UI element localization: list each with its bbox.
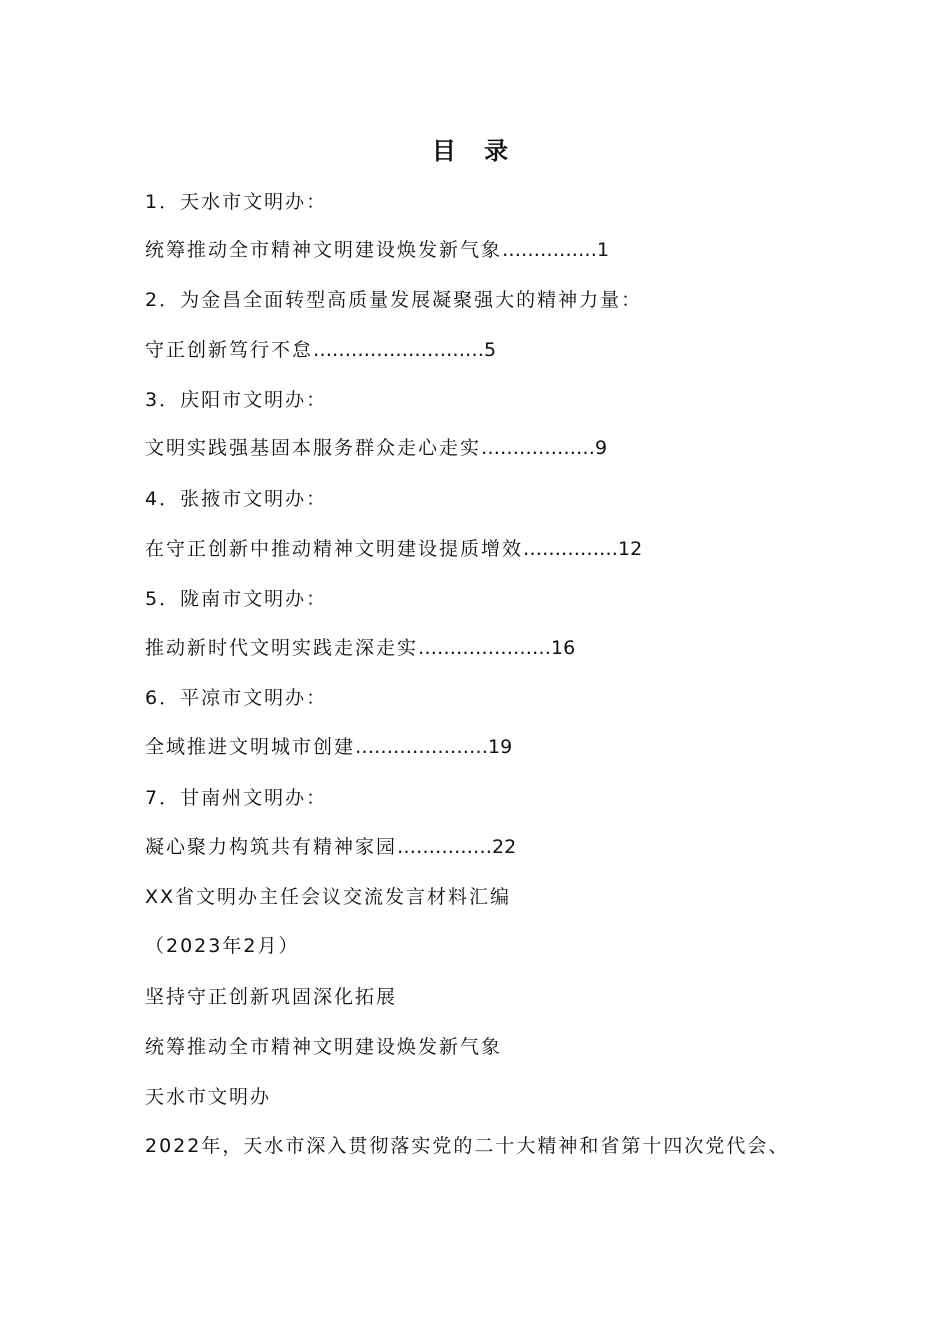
toc-subtitle-5: 推动新时代文明实践走深走实	[145, 637, 419, 659]
toc-entry-4[interactable]	[145, 535, 642, 563]
toc-title: 目 录	[431, 137, 519, 165]
collection-title: XX省文明办主任会议交流发言材料汇编	[145, 886, 512, 908]
toc-leader-5: …………………	[418, 637, 552, 659]
toc-heading-7: 7．甘南州文明办：	[145, 787, 328, 809]
toc-entry-7[interactable]	[145, 833, 516, 861]
toc-heading-1: 1．天水市文明办：	[145, 191, 328, 213]
toc-entry-2[interactable]	[145, 336, 496, 364]
toc-entry-3[interactable]	[145, 434, 607, 462]
article-title: 统筹推动全市精神文明建设焕发新气象	[145, 1036, 503, 1058]
toc-heading-6: 6．平凉市文明办：	[145, 687, 328, 709]
toc-subtitle-4: 在守正创新中推动精神文明建设提质增效	[145, 538, 524, 560]
toc-subtitle-1: 统筹推动全市精神文明建设焕发新气象	[145, 239, 503, 261]
toc-leader-1: ……………	[502, 239, 598, 261]
toc-leader-7: ……………	[397, 836, 493, 858]
toc-leader-2: ………………………	[313, 339, 485, 361]
article-author: 天水市文明办	[145, 1086, 272, 1108]
article-first-line: 2022年，天水市深入贯彻落实党的二十大精神和省第十四次党代会、	[145, 1135, 790, 1157]
collection-date: （2023年2月）	[145, 935, 300, 957]
toc-page-2: 5	[484, 339, 497, 361]
toc-heading-3: 3．庆阳市文明办：	[145, 389, 328, 411]
toc-heading-4: 4．张掖市文明办：	[145, 488, 328, 510]
toc-subtitle-3: 文明实践强基固本服务群众走心走实	[145, 437, 482, 459]
toc-page-7: 22	[492, 836, 517, 858]
toc-page-1: 1	[597, 239, 610, 261]
toc-leader-6: …………………	[355, 736, 489, 758]
toc-page-4: 12	[618, 538, 643, 560]
toc-subtitle-7: 凝心聚力构筑共有精神家园	[145, 836, 398, 858]
toc-page-5: 16	[551, 637, 576, 659]
toc-entry-6[interactable]	[145, 733, 512, 761]
toc-heading-5: 5．陇南市文明办：	[145, 588, 328, 610]
toc-leader-3: ………………	[481, 437, 596, 459]
toc-entry-5[interactable]	[145, 634, 575, 662]
toc-subtitle-2: 守正创新笃行不怠	[145, 339, 314, 361]
theme-heading: 坚持守正创新巩固深化拓展	[145, 986, 398, 1008]
toc-page-3: 9	[595, 437, 608, 459]
toc-leader-4: ……………	[523, 538, 619, 560]
toc-page-6: 19	[488, 736, 513, 758]
toc-subtitle-6: 全域推进文明城市创建	[145, 736, 356, 758]
toc-entry-1[interactable]	[145, 236, 609, 264]
toc-heading-2: 2．为金昌全面转型高质量发展凝聚强大的精神力量：	[145, 289, 643, 311]
